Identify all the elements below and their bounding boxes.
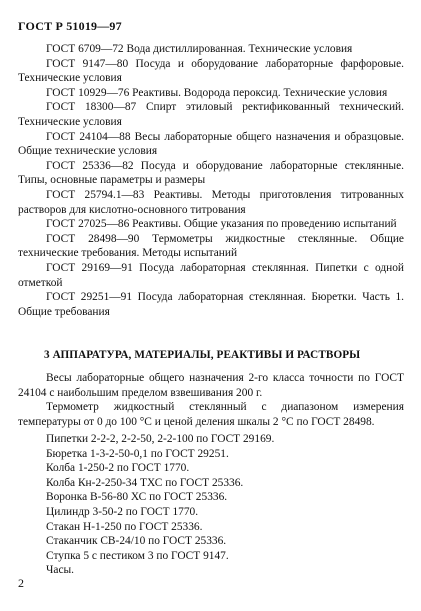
reference-item: ГОСТ 18300—87 Спирт этиловый ректификованный технический. Технические условия: [18, 101, 404, 128]
page-number: 2: [18, 576, 24, 590]
reference-item: ГОСТ 29169—91 Посуда лабораторная стеклянная. Пипетки с одной отметкой: [18, 261, 404, 289]
body-paragraph: Весы лабораторные общего назначения 2-го класса точности по ГОСТ 24104 с наибольшим пределом взвешивания 200 г.: [18, 372, 404, 399]
reference-item: ГОСТ 25336—82 Посуда и оборудование лабораторные стеклянные. Типы, основные параметры и размеры: [18, 159, 404, 187]
body-paragraph: Термометр жидкостный стеклянный с диапазоном измерения температуры от 0 до 100 °С и ценой деления шкалы 2 °С по ГОСТ 28498.: [18, 401, 404, 428]
reference-item: ГОСТ 27025—86 Реактивы. Общие указания по проведению испытаний: [46, 218, 397, 231]
equipment-item: Ступка 5 с пестиком 3 по ГОСТ 9147.: [46, 549, 229, 562]
reference-item: ГОСТ 28498—90 Термометры жидкостные стеклянные. Общие технические требования. Методы испытаний: [18, 232, 404, 260]
equipment-item: Часы.: [46, 564, 75, 577]
page-header-standard-id: ГОСТ Р 51019—97: [18, 19, 122, 33]
equipment-item: Стаканчик СВ-24/10 по ГОСТ 25336.: [46, 535, 227, 548]
section-body: [18, 371, 404, 429]
normative-references-list: [18, 42, 404, 319]
equipment-item: Колба 1-250-2 по ГОСТ 1770.: [46, 462, 190, 475]
reference-item: ГОСТ 29251—91 Посуда лабораторная стеклянная. Бюретки. Часть 1. Общие требования: [18, 291, 404, 318]
equipment-item: Колба Кн-2-250-34 ТХС по ГОСТ 25336.: [46, 476, 244, 489]
reference-item: ГОСТ 10929—76 Реактивы. Водорода пероксид. Технические условия: [46, 86, 388, 99]
section-heading: 3 АППАРАТУРА, МАТЕРИАЛЫ, РЕАКТИВЫ И РАСТВОРЫ: [44, 349, 361, 361]
equipment-item: Цилиндр 3-50-2 по ГОСТ 1770.: [46, 505, 199, 518]
equipment-item: Пипетки 2-2-2, 2-2-50, 2-2-100 по ГОСТ 29169.: [46, 433, 275, 445]
reference-item: ГОСТ 24104—88 Весы лабораторные общего назначения и образцовые. Общие технические условия: [18, 130, 404, 158]
equipment-item: Воронка В-56-80 ХС по ГОСТ 25336.: [46, 491, 228, 504]
reference-item: ГОСТ 9147—80 Посуда и оборудование лабораторные фарфоровые. Технические условия: [18, 57, 404, 85]
equipment-list: [46, 432, 406, 578]
reference-item: ГОСТ 6709—72 Вода дистиллированная. Технические условия: [46, 43, 353, 55]
equipment-item: Бюретка 1-3-2-50-0,1 по ГОСТ 29251.: [46, 447, 229, 460]
reference-item: ГОСТ 25794.1—83 Реактивы. Методы приготовления титрованных растворов для кислотно-основного титрования: [18, 188, 404, 216]
equipment-item: Стакан Н-1-250 по ГОСТ 25336.: [46, 520, 203, 533]
